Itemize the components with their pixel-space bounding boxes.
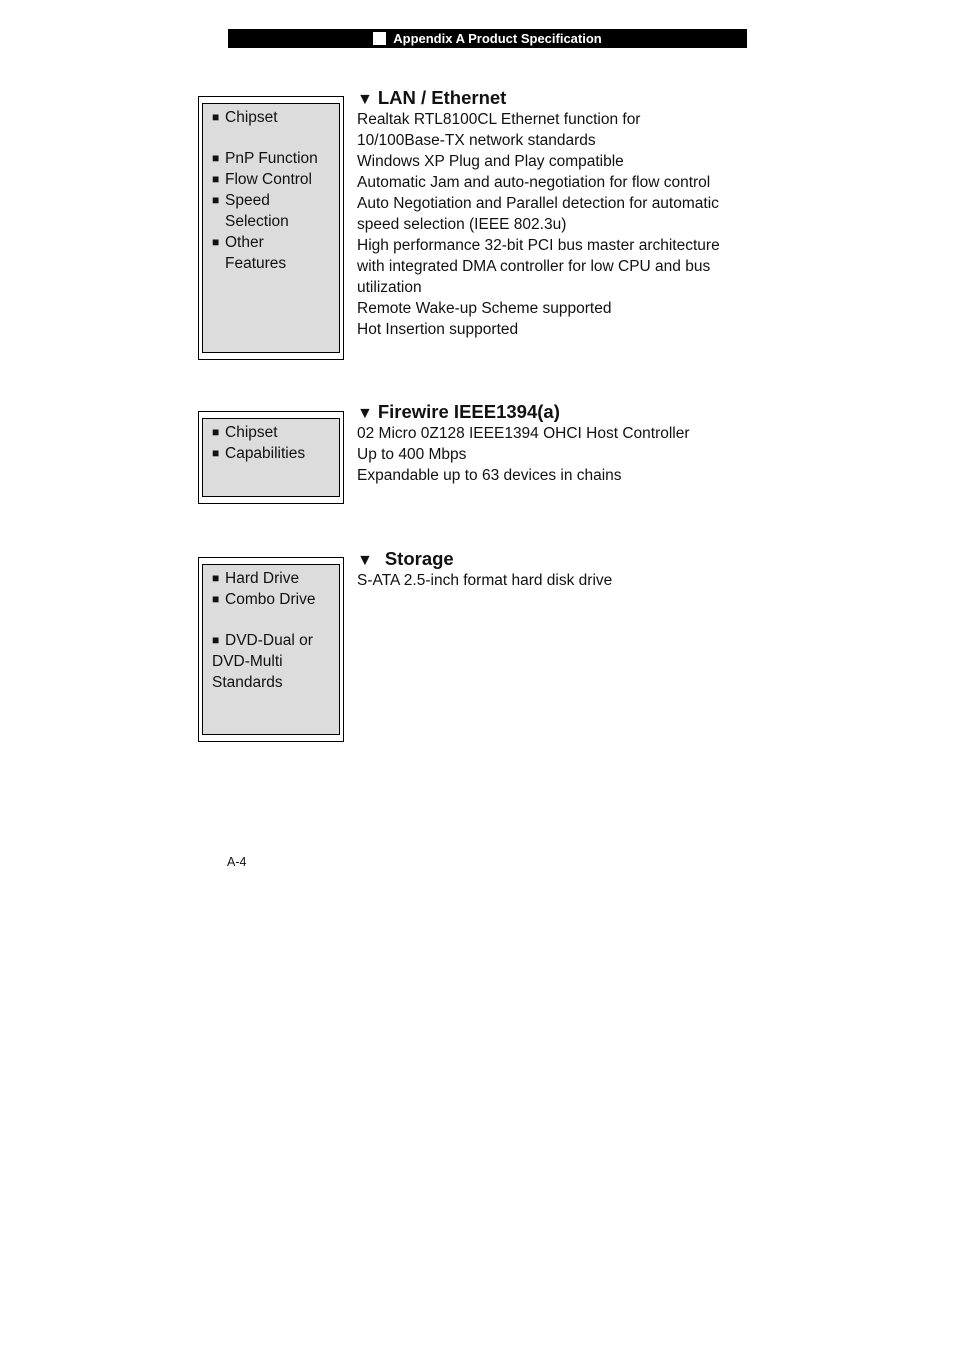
storage-label-panel bbox=[202, 564, 340, 735]
triangle-down-icon: ▼ bbox=[357, 91, 373, 108]
body-line: Remote Wake-up Scheme supported bbox=[357, 300, 612, 317]
body-line: utilization bbox=[357, 279, 422, 296]
square-icon bbox=[373, 32, 386, 45]
lan-label-panel bbox=[202, 103, 340, 353]
triangle-down-icon: ▼ bbox=[357, 405, 373, 422]
body-line: Up to 400 Mbps bbox=[357, 446, 467, 463]
label-item: ■ Speed bbox=[212, 192, 270, 209]
section-body-lan bbox=[357, 109, 757, 340]
firewire-label-panel bbox=[202, 418, 340, 497]
square-bullet-icon: ■ bbox=[212, 425, 220, 439]
body-line: Windows XP Plug and Play compatible bbox=[357, 153, 624, 170]
body-line: Hot Insertion supported bbox=[357, 321, 519, 338]
page-header-bar bbox=[228, 29, 747, 48]
label-item: ■ Chipset bbox=[212, 109, 278, 126]
body-line: Automatic Jam and auto-negotiation for flow control bbox=[357, 174, 711, 191]
square-bullet-icon: ■ bbox=[212, 172, 220, 186]
square-bullet-icon: ■ bbox=[212, 571, 220, 585]
square-bullet-icon: ■ bbox=[212, 446, 220, 460]
label-item: ■ Combo Drive bbox=[212, 591, 316, 608]
body-line: 10/100Base-TX network standards bbox=[357, 132, 596, 149]
section-title-firewire: ▼ Firewire IEEE1394(a) bbox=[357, 401, 560, 422]
firewire-label-box bbox=[198, 411, 344, 504]
body-line: Expandable up to 63 devices in chains bbox=[357, 467, 622, 484]
square-bullet-icon: ■ bbox=[212, 193, 220, 207]
body-line: Realtak RTL8100CL Ethernet function for bbox=[357, 111, 641, 128]
label-spacer bbox=[212, 610, 339, 630]
section-body-storage bbox=[357, 570, 757, 591]
label-item: ■ Flow Control bbox=[212, 171, 312, 188]
body-line: speed selection (IEEE 802.3u) bbox=[357, 216, 567, 233]
label-item: ■ Capabilities bbox=[212, 445, 306, 462]
body-line: 02 Micro 0Z128 IEEE1394 OHCI Host Controller bbox=[357, 425, 690, 442]
body-line: Auto Negotiation and Parallel detection for automatic bbox=[357, 195, 719, 212]
body-line: with integrated DMA controller for low CPU and bus bbox=[357, 258, 711, 275]
label-item: ■ PnP Function bbox=[212, 150, 318, 167]
page-header-title: Appendix A Product Specification bbox=[393, 31, 602, 46]
square-bullet-icon: ■ bbox=[212, 592, 220, 606]
square-bullet-icon: ■ bbox=[212, 151, 220, 165]
label-item-continuation: DVD-Multi bbox=[212, 653, 283, 670]
page-number: A-4 bbox=[227, 855, 247, 869]
square-bullet-icon: ■ bbox=[212, 110, 220, 124]
label-item: ■ Hard Drive bbox=[212, 570, 300, 587]
storage-label-box bbox=[198, 557, 344, 742]
label-spacer bbox=[212, 128, 339, 148]
body-line: S-ATA 2.5-inch format hard disk drive bbox=[357, 572, 613, 589]
triangle-down-icon: ▼ bbox=[357, 552, 373, 569]
section-body-firewire bbox=[357, 423, 757, 486]
lan-label-box bbox=[198, 96, 344, 360]
label-item: ■ Other bbox=[212, 234, 264, 251]
section-title-storage: ▼ Storage bbox=[357, 548, 454, 569]
square-bullet-icon: ■ bbox=[212, 235, 220, 249]
label-item-continuation: Selection bbox=[225, 213, 289, 230]
square-bullet-icon: ■ bbox=[212, 633, 220, 647]
label-item: ■ DVD-Dual or bbox=[212, 632, 313, 649]
label-item-continuation: Standards bbox=[212, 674, 283, 691]
label-item-continuation: Features bbox=[225, 255, 287, 272]
label-item: ■ Chipset bbox=[212, 424, 278, 441]
section-title-lan: ▼ LAN / Ethernet bbox=[357, 87, 507, 108]
body-line: High performance 32-bit PCI bus master architecture bbox=[357, 237, 720, 254]
